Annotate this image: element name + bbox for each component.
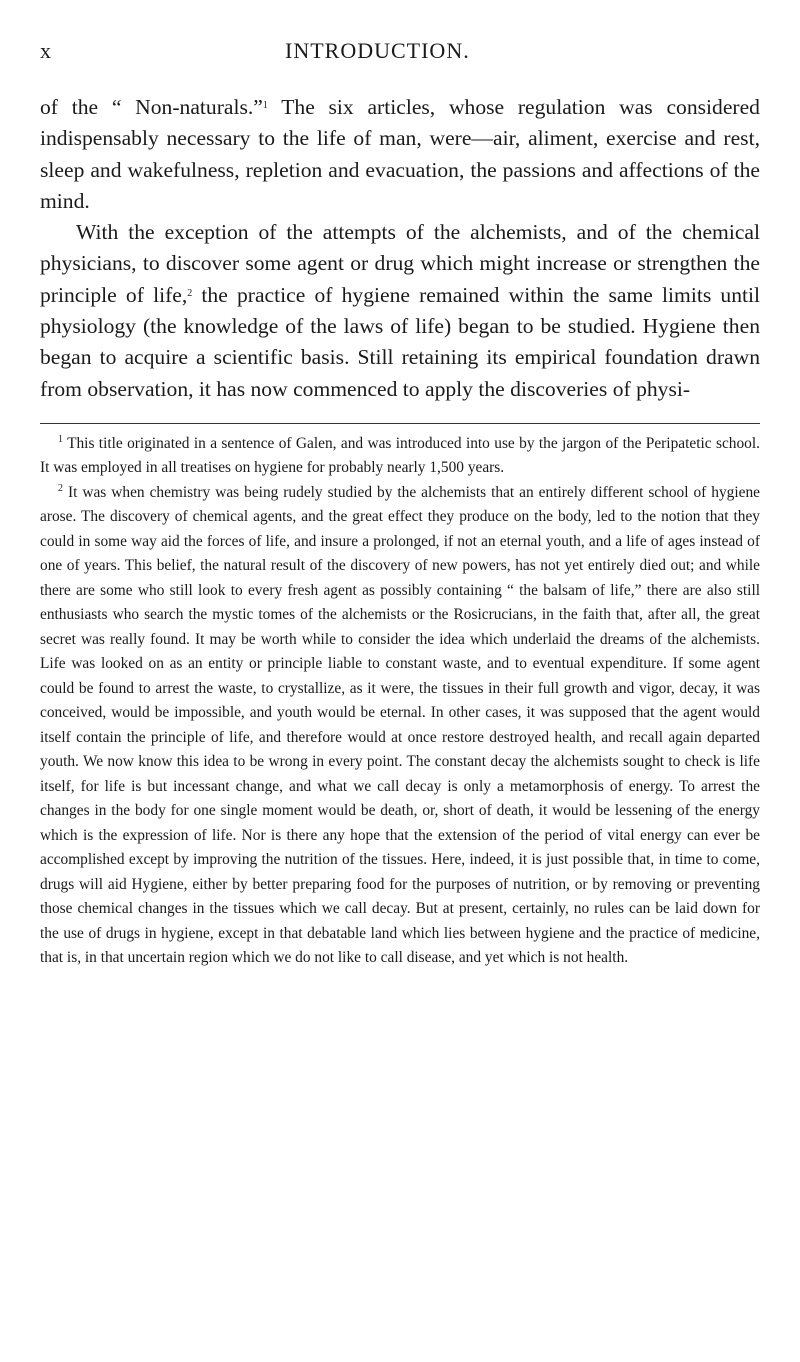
paragraph-2-text: With the exception of the attempts of the alchemists, and of the chemical physicians, to discover some agent or drug which might increase or strengthen the principle of life, xyxy=(40,220,760,307)
paragraph-2 xyxy=(40,217,760,405)
footnote-ref-1: 1 xyxy=(262,100,268,111)
page-number: x xyxy=(40,38,52,63)
running-title: INTRODUCTION. xyxy=(285,38,470,63)
footnote-2-mark: 2 xyxy=(58,482,63,494)
footnote-divider xyxy=(40,423,760,424)
paragraph-1-text: of the “ Non-naturals.” xyxy=(40,95,263,119)
footnotes xyxy=(40,432,760,971)
footnote-ref-2: 2 xyxy=(187,287,193,299)
running-header xyxy=(40,38,760,82)
paragraph-1 xyxy=(40,92,760,217)
footnote-1-mark: 1 xyxy=(58,433,63,445)
footnote-2 xyxy=(40,481,760,971)
main-text xyxy=(40,92,760,405)
paragraph-2-rest: the practice of hygiene remained within the same limits until physiology (the knowledge of the laws of life) began to be studied. Hygiene then began to acquire a scientific basis. Still retaining its empirical foundation drawn from observation, it has now commenced to apply the discoveries of physi- xyxy=(40,282,760,401)
book-page xyxy=(40,0,760,971)
footnote-2-text: It was when chemistry was being rudely studied by the alchemists that an entirely different school of hygiene arose. The discovery of chemical agents, and the great effect they produce on the body, led to the notion that they could in some way aid the forces of life, and insure a prolonged, if not an eternal youth, and a life of ages instead of one of years. This belief, the natural result of the discovery of new powers, has not yet entirely died out; and while there are some who still look to every fresh agent as possibly containing “ the balsam of life,” there are also still enthusiasts who search the mystic tomes of the alchemists or the Rosicrucians, in the faith that, after all, the great secret was really found. It may be worth while to consider the idea which underlaid the dreams of the alchemists. Life was looked on as an entity or principle liable to constant waste, and to eventual expenditure. If some agent could be found to arrest the waste, to crystallize, as it were, the tissues in their full growth and vigor, decay, it was conceived, would be impossible, and youth would be eternal. In other cases, it was supposed that the agent would itself contain the principle of life, and therefore would at once restore destroyed health, and recall again departed youth. We now know this idea to be wrong in every point. The constant decay the alchemists sought to check is life itself, for life is but incessant change, and what we call decay is only a metamorphosis of energy. To arrest the changes in the body for one single moment would be death, or, short of death, it would be lessening of the energy which is the expression of life. Nor is there any hope that the extension of the period of vital energy can ever be accomplished except by improving the nutrition of the tissues. Here, indeed, it is just possible that, in time to come, drugs will aid Hygiene, either by better preparing food for the purposes of nutrition, or by removing or preventing those chemical changes in the tissues which we call decay. But at present, certainly, no rules can be laid down for the use of drugs in hygiene, except in that debatable land which lies between hygiene and the practice of medicine, that is, in that uncertain region which we do not like to call disease, and yet which is not health. xyxy=(40,483,760,967)
footnote-1 xyxy=(40,432,760,481)
footnote-1-text: This title originated in a sentence of Galen, and was introduced into use by the jargon of the Peripatetic school. It was employed in all treatises on hygiene for probably nearly 1,500 years. xyxy=(40,434,760,477)
paragraph-1-rest: The six articles, whose regulation was considered indispensably necessary to the life of man, were—air, aliment, exercise and rest, sleep and wakefulness, repletion and evacuation, the passions and affections of the mind. xyxy=(40,95,760,213)
